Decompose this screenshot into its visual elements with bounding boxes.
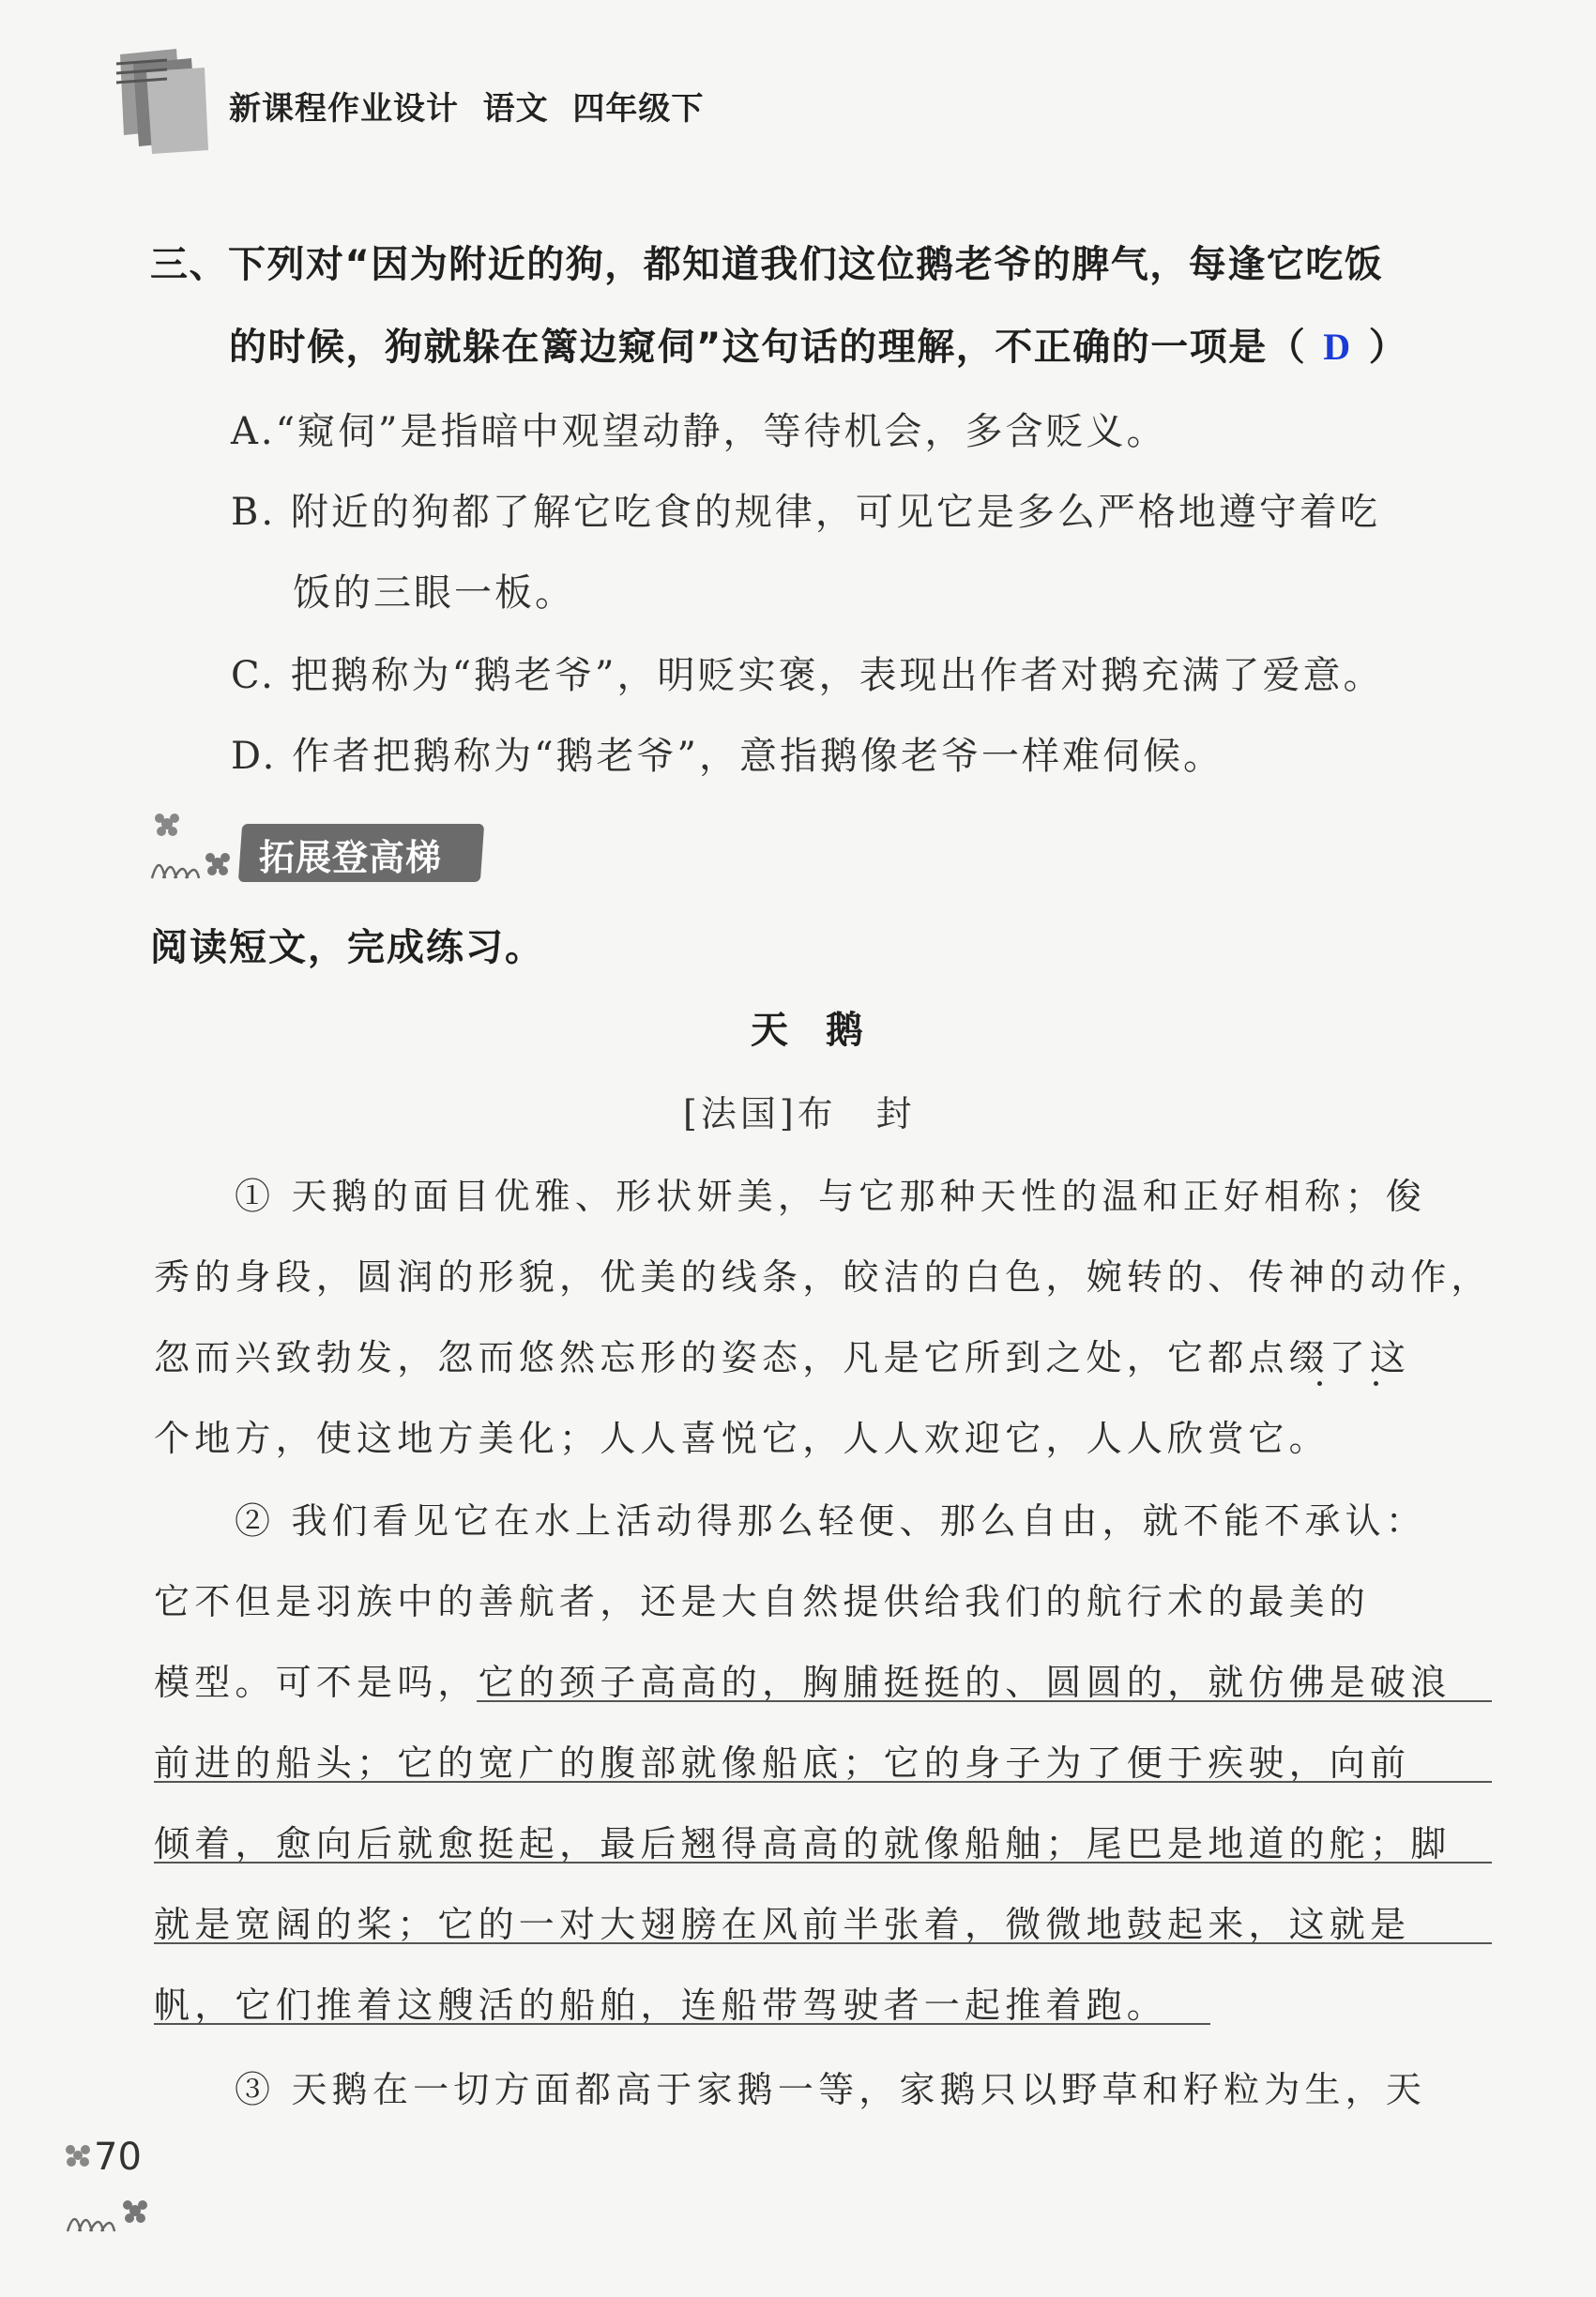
reading-instruction: 阅读短文，完成练习。	[150, 926, 544, 969]
option-c: C. 把鹅称为“鹅老爷”，明贬实褒，表现出作者对鹅充满了爱意。	[231, 654, 1384, 697]
grass-flower-icon	[62, 2188, 156, 2235]
option-b-continued: 饭的三眼一板。	[293, 571, 575, 615]
paragraph-2-line-1: ② 我们看见它在水上活动得那么轻便、那么自由，就不能不承认：	[235, 1500, 1427, 1542]
question-3-close-paren: ）	[1368, 326, 1408, 369]
emphasis-dot	[1374, 1381, 1378, 1386]
section-banner-title: 拓展登高梯	[259, 837, 443, 878]
question-3-stem-line2-text: 的时候，狗就躲在篱边窥伺”这句话的理解，不正确的一项是（	[229, 326, 1307, 369]
paragraph-2-line-7: 帆，它们推着这艘活的船舶，连船带驾驶者一起推着跑。	[154, 1985, 1168, 2026]
paragraph-2-line-4: 前进的船头；它的宽广的腹部就像船底；它的身子为了便于疾驶，向前	[154, 1742, 1411, 1784]
book-header-title: 新课程作业设计 语文 四年级下	[229, 90, 705, 128]
paragraph-3-line-1: ③ 天鹅在一切方面都高于家鹅一等，家鹅只以野草和籽粒为生，天	[235, 2069, 1427, 2110]
passage-underline	[154, 1781, 1492, 1783]
article-author: [法国]布 封	[683, 1093, 916, 1134]
paragraph-2-line-2: 它不但是羽族中的善航者，还是大自然提供给我们的航行术的最美的	[154, 1581, 1371, 1622]
passage-underline	[477, 1700, 1492, 1702]
passage-underline	[154, 1862, 1492, 1863]
passage-underline	[154, 2023, 1210, 2025]
question-3-answer: D	[1323, 326, 1352, 368]
paragraph-1-line-1: ① 天鹅的面目优雅、形状妍美，与它那种天性的温和正好相称；俊	[235, 1176, 1427, 1217]
paragraph-2-line-5: 倾着，愈向后就愈挺起，最后翘得高高的就像船舳；尾巴是地道的舵；脚	[154, 1823, 1452, 1864]
question-3-stem-line1: 三、下列对“因为附近的狗，都知道我们这位鹅老爷的脾气，每逢它吃饭	[150, 243, 1384, 286]
paragraph-1-line-2: 秀的身段，圆润的形貌，优美的线条，皎洁的白色，婉转的、传神的动作，	[154, 1256, 1492, 1298]
flower-icon	[62, 2139, 94, 2171]
paragraph-2-line-6: 就是宽阔的桨；它的一对大翅膀在风前半张着，微微地鼓起来，这就是	[154, 1904, 1411, 1945]
paragraph-2-line-3: 模型。可不是吗，它的颈子高高的，胸脯挺挺的、圆圆的，就仿佛是破浪	[154, 1662, 1452, 1703]
paragraph-1-line-3: 忽而兴致勃发，忽而悠然忘形的姿态，凡是它所到之处，它都点缀了这	[154, 1337, 1411, 1378]
paragraph-1-line-4: 个地方，使这地方美化；人人喜悦它，人人欢迎它，人人欣赏它。	[154, 1418, 1330, 1459]
page-number: 70	[94, 2136, 142, 2179]
article-title: 天鹅	[751, 1009, 901, 1052]
emphasis-dot	[1317, 1381, 1322, 1386]
book-stack-icon	[111, 45, 214, 156]
flower-grass-icon	[146, 805, 240, 884]
option-a: A.“窥伺”是指暗中观望动静，等待机会，多含贬义。	[231, 410, 1167, 453]
option-d: D. 作者把鹅称为“鹅老爷”，意指鹅像老爷一样难伺候。	[231, 735, 1224, 778]
passage-underline	[154, 1942, 1492, 1944]
question-3-stem-line2	[229, 317, 1407, 371]
option-b: B. 附近的狗都了解它吃食的规律，可见它是多么严格地遵守着吃	[231, 491, 1380, 534]
